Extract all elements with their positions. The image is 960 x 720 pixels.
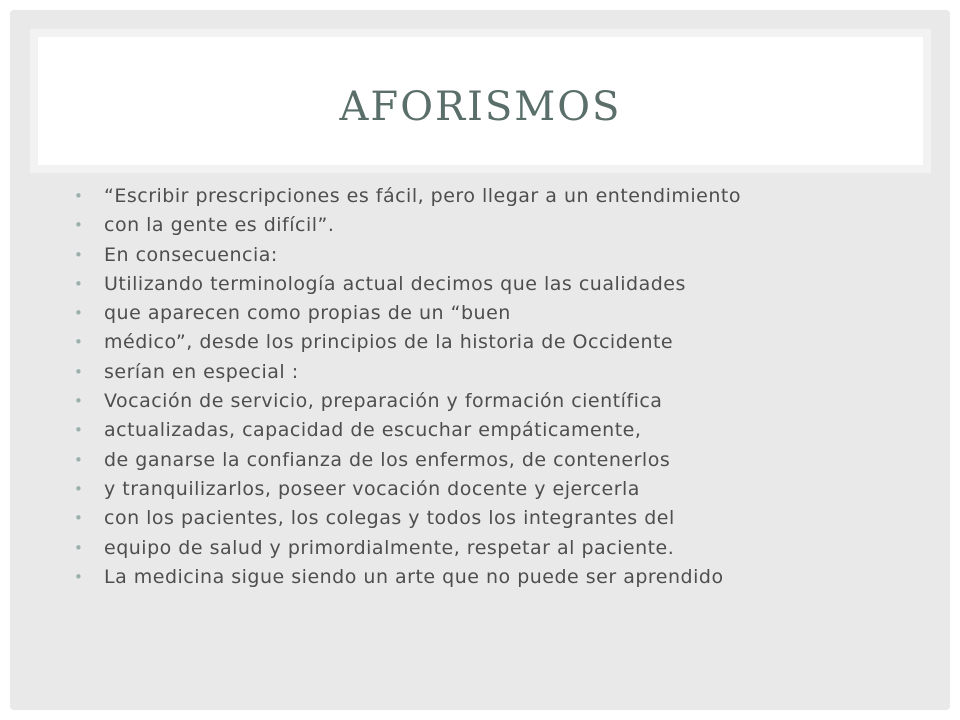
bullet-item — [74, 211, 934, 240]
bullet-text: y tranquilizarlos, poseer vocación docente y ejercerla — [104, 477, 640, 500]
bullet-text: con la gente es difícil”. — [104, 214, 335, 237]
bullet-item — [74, 358, 934, 387]
bullet-text: médico”, desde los principios de la historia de Occidente — [104, 331, 674, 354]
bullet-text: Utilizando terminología actual decimos que las cualidades — [104, 272, 686, 295]
bullet-item — [74, 387, 934, 416]
bullet-text: En consecuencia: — [104, 243, 278, 266]
bullet-list — [74, 182, 934, 592]
bullet-icon: • — [74, 538, 84, 557]
bullet-icon: • — [74, 567, 84, 586]
bullet-icon: • — [74, 421, 84, 440]
bullet-text: equipo de salud y primordialmente, respetar al paciente. — [104, 536, 675, 559]
bullet-item — [74, 504, 934, 533]
bullet-icon: • — [74, 509, 84, 528]
bullet-text: La medicina sigue siendo un arte que no puede ser aprendido — [104, 565, 724, 588]
bullet-text: con los pacientes, los colegas y todos los integrantes del — [104, 507, 675, 530]
bullet-icon: • — [74, 274, 84, 293]
bullet-icon: • — [74, 479, 84, 498]
bullet-text: de ganarse la confianza de los enfermos, de contenerlos — [104, 448, 671, 471]
bullet-text: serían en especial : — [104, 360, 299, 383]
bullet-icon: • — [74, 245, 84, 264]
bullet-icon: • — [74, 450, 84, 469]
bullet-item — [74, 563, 934, 592]
bullet-item — [74, 446, 934, 475]
bullet-icon: • — [74, 187, 84, 205]
slide — [10, 10, 950, 710]
bullet-text: Vocación de servicio, preparación y formación científica — [104, 390, 663, 413]
bullet-item — [74, 241, 934, 270]
bullet-item — [74, 475, 934, 504]
title-box — [30, 29, 931, 173]
bullet-text: “Escribir prescripciones es fácil, pero llegar a un entendimiento — [104, 185, 741, 207]
slide-title: AFORISMOS — [339, 84, 622, 130]
bullet-text: actualizadas, capacidad de escuchar empáticamente, — [104, 419, 642, 442]
bullet-item — [74, 182, 934, 211]
bullet-item — [74, 299, 934, 328]
bullet-item — [74, 416, 934, 445]
bullet-text: que aparecen como propias de un “buen — [104, 302, 511, 325]
bullet-icon: • — [74, 333, 84, 352]
bullet-icon: • — [74, 304, 84, 323]
bullet-item — [74, 270, 934, 299]
bullet-icon: • — [74, 392, 84, 411]
bullet-item — [74, 534, 934, 563]
bullet-item — [74, 328, 934, 357]
bullet-icon: • — [74, 362, 84, 381]
bullet-icon: • — [74, 216, 84, 235]
